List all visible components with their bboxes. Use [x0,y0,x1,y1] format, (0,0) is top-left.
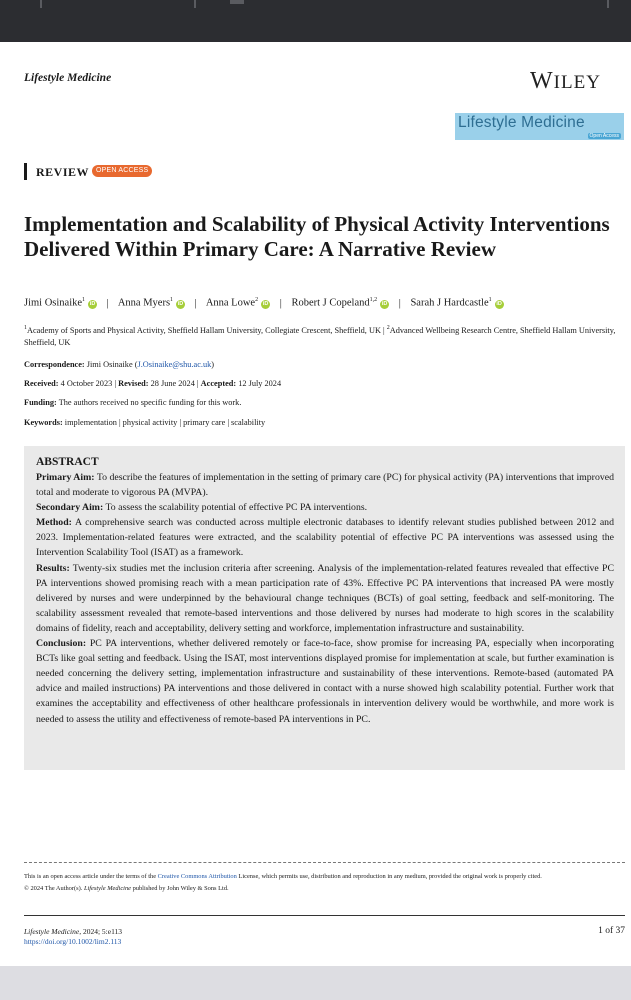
correspondence: Correspondence: Jimi Osinaike (J.Osinaike@shu.ac.uk) [24,360,215,369]
citation-volume: , 2024; 5:e113 [79,927,123,936]
citation-journal: Lifestyle Medicine [24,927,80,936]
author-affil: 1 [82,297,86,303]
abstract-box [24,446,625,770]
orcid-icon[interactable]: iD [262,300,269,307]
correspondence-name: Jimi Osinaike [86,360,133,369]
results-text: Twenty-six studies met the inclusion criteria after screening. Analysis of the implementation-related features revealed that effective PC PA interventions showed promising reach with a mean participation rate of 43%. Effective PC PA interventions that increased PA were mostly delivered by nurses and were underpinned by the behavioural change techniques (BCTs) of goal setting, feedback and self-monitoring. The scalability assessment revealed that remote-based interventions and those delivered by nurses had moderate to high scores in the scalability domains of fidelity, reach and acceptability, delivery setting and workforce, implementation infrastructure and sustainability. [36,562,614,634]
license-pre: This is an open access article under the terms of the [24,873,157,880]
affiliation-2: Advanced Wellbeing Research Centre, Sheffield Hallam University, Sheffield, UK [24,325,616,347]
orcid-icon[interactable]: iD [381,300,388,307]
toolbar-divider [194,0,196,8]
author-list [24,297,624,309]
journal-name: Lifestyle Medicine [24,72,112,84]
correspondence-email[interactable]: J.Osinaike@shu.ac.uk [137,360,212,369]
license-post: License, which permits use, distribution and reproduction in any medium, provided the original work is properly cited. [238,873,542,880]
article-type-bar [24,163,27,180]
license-notice [24,872,625,894]
license-link[interactable]: Creative Commons Attribution [157,873,237,880]
method [36,515,614,560]
author-affil: 1 [170,297,174,303]
author-name[interactable]: Sarah J Hardcastle [410,297,489,309]
journal-logo-badge: Open Access [589,133,619,139]
viewer-toolbar [0,0,631,42]
correspondence-label: Correspondence: [24,360,85,369]
publisher-rest: ILEY [553,72,601,93]
footer-divider [24,862,625,863]
copyright-pre: © 2024 The Author(s). [24,885,83,892]
funding-label: Funding: [24,398,57,407]
keywords [24,418,265,427]
author-separator: | [398,297,401,309]
author-affil: 1,2 [369,297,378,303]
author-name[interactable]: Anna Lowe [205,297,256,309]
author-affil: 2 [255,297,259,303]
conclusion-text: PC PA interventions, whether delivered remotely or face-to-face, show promise for increasing PA, especially when incorporating BCTs like goal setting and feedback. Using the ISAT, most interventions displayed promise for implementation at scale, but further examination is needed concerning the delivery setting, implementation infrastructure and sustainability of these interventions. Remote-based (automated PA advice and mailed instructions) PA interventions and those delivered in contact with a nurse showed high scalability potential. Further work that examines the acceptability and effectiveness of other healthcare professionals in intervention delivery would be worthwhile, and more work is needed to assess the utility and effectiveness of remote-based PA interventions in PC. [36,638,615,725]
doi-link[interactable]: https://doi.org/10.1002/lim2.113 [24,937,122,946]
received-date: 4 October 2023 [60,379,113,388]
keywords-text: implementation | physical activity | primary care | scalability [64,418,266,427]
article-type: REVIEW [36,165,90,179]
author-name[interactable]: Anna Myers [117,297,171,309]
article-dates [24,379,281,388]
secondary-aim-text: To assess the scalability potential of effective PC PA interventions. [105,502,368,514]
journal-logo-title: Lifestyle Medicine [458,114,585,131]
conclusion-label: Conclusion: [36,638,87,650]
affil-marker: 1 [24,325,27,331]
author-separator: | [279,297,282,309]
journal-logo [455,113,624,140]
citation-line [24,927,122,937]
publisher-logo [530,68,601,95]
author-affil: 1 [488,297,492,303]
method-text: A comprehensive search was conducted across multiple electronic databases to identify relevant studies published between 2012 and 2023. Implementation-related features were extracted, and the scalability potential of effective PC PA interventions was assessed using the Intervention Scalability Tool (ISAT) as a framework. [36,517,614,559]
secondary-aim [36,500,614,515]
author-separator: | [106,297,109,309]
revised-date: 28 June 2024 [150,379,195,388]
orcid-icon[interactable]: iD [177,300,184,307]
affil-separator: | [383,325,387,335]
author-name[interactable]: Robert J Copeland [291,297,370,309]
affiliation-1: Academy of Sports and Physical Activity, Sheffield Hallam University, Collegiate Crescent, Sheffield, UK [27,325,381,335]
date-separator: | [114,379,119,388]
affil-marker: 2 [386,325,390,331]
orcid-icon[interactable]: iD [496,300,502,307]
footer-rule [24,915,625,916]
abstract-heading: ABSTRACT [36,456,99,468]
author-separator: | [194,297,197,309]
method-label: Method: [36,517,72,529]
article-title: Implementation and Scalability of Physical Activity Interventions Delivered Within Primary Care: A Narrative Review [24,212,610,261]
accepted-label: Accepted: [200,379,237,388]
orcid-icon[interactable]: iD [89,300,96,307]
toolbar-divider [607,0,609,8]
copyright-line [24,884,625,894]
page-number: 1 of 37 [598,926,625,936]
license-line [24,872,625,882]
pdf-page [0,42,631,966]
primary-aim-text: To describe the features of implementation in the setting of primary care (PC) for physical activity (PA) interventions that improved total and moderate to vigorous PA (MVPA). [36,472,614,499]
conclusion [36,636,614,727]
funding [24,398,241,407]
author-name[interactable]: Jimi Osinaike [24,297,83,309]
revised-label: Revised: [118,379,149,388]
keywords-label: Keywords: [24,418,63,427]
publisher-initial: W [530,68,554,94]
toolbar-divider [40,0,42,8]
copyright-post: published by John Wiley & Sons Ltd. [132,885,229,892]
funding-text: The authors received no specific funding for this work. [58,398,242,407]
toolbar-icon[interactable] [230,0,244,4]
primary-aim-label: Primary Aim: [36,472,95,483]
results [36,561,614,636]
copyright-journal: Lifestyle Medicine [83,885,131,892]
received-label: Received: [24,379,59,388]
secondary-aim-label: Secondary Aim: [36,502,104,514]
results-label: Results: [36,562,70,574]
affiliations [24,322,624,349]
accepted-date: 12 July 2024 [238,379,282,388]
primary-aim [36,470,614,500]
citation [24,927,122,947]
open-access-badge: OPEN ACCESS [92,165,152,177]
date-separator: | [196,379,201,388]
